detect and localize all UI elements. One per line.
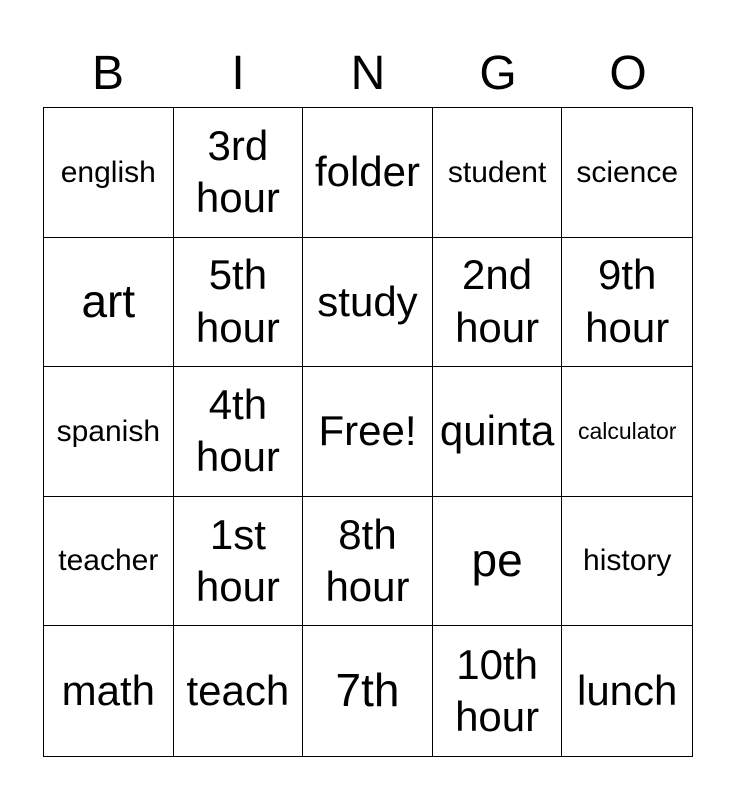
cell-label: pe bbox=[471, 534, 523, 587]
header-letter-n: N bbox=[350, 47, 386, 100]
bingo-cell-r3-c2[interactable] bbox=[174, 367, 304, 497]
cell-label: teacher bbox=[58, 544, 159, 578]
bingo-cell-r5-c5[interactable] bbox=[562, 626, 692, 756]
cell-label: 7th bbox=[335, 664, 400, 717]
bingo-cell-r5-c1[interactable] bbox=[44, 626, 174, 756]
cell-label: 5th hour bbox=[195, 251, 280, 351]
header-letter-g: G bbox=[479, 47, 517, 100]
cell-label: art bbox=[81, 275, 136, 328]
cell-label: teach bbox=[186, 666, 290, 714]
bingo-cell-r3-c1[interactable] bbox=[44, 367, 174, 497]
cell-label: lunch bbox=[576, 666, 678, 714]
bingo-cell-r5-c3[interactable] bbox=[303, 626, 433, 756]
cell-label: math bbox=[61, 666, 155, 714]
bingo-cell-r3-c5[interactable] bbox=[562, 367, 692, 497]
bingo-cell-r1-c2[interactable] bbox=[174, 108, 304, 238]
header-letter-i: I bbox=[231, 47, 245, 100]
bingo-cell-r2-c1[interactable] bbox=[44, 238, 174, 368]
cell-label: calculator bbox=[577, 418, 677, 445]
cell-label: student bbox=[447, 155, 547, 189]
cell-label: 9th hour bbox=[585, 251, 670, 351]
header-letter-o: O bbox=[609, 47, 647, 100]
bingo-cell-r1-c4[interactable] bbox=[433, 108, 563, 238]
bingo-cell-r2-c4[interactable] bbox=[433, 238, 563, 368]
bingo-cell-r1-c1[interactable] bbox=[44, 108, 174, 238]
bingo-cell-r2-c2[interactable] bbox=[174, 238, 304, 368]
cell-label: 8th hour bbox=[325, 510, 410, 611]
cell-label: english bbox=[60, 155, 156, 189]
bingo-board bbox=[43, 107, 693, 757]
bingo-cell-r4-c5[interactable] bbox=[562, 497, 692, 627]
bingo-cell-r4-c1[interactable] bbox=[44, 497, 174, 627]
bingo-cell-r5-c4[interactable] bbox=[433, 626, 563, 756]
cell-label: quinta bbox=[439, 407, 555, 455]
cell-label: 3rd hour bbox=[195, 121, 280, 222]
cell-label: science bbox=[576, 155, 679, 189]
cell-label: spanish bbox=[56, 414, 160, 448]
bingo-cell-r4-c3[interactable] bbox=[303, 497, 433, 627]
cell-label: study bbox=[317, 277, 418, 325]
cell-label: folder bbox=[314, 148, 421, 196]
header-letter-b: B bbox=[91, 47, 124, 100]
bingo-cell-free[interactable] bbox=[303, 367, 433, 497]
free-space-label: Free! bbox=[318, 407, 417, 455]
cell-label: 10th hour bbox=[455, 640, 540, 741]
bingo-cell-r4-c2[interactable] bbox=[174, 497, 304, 627]
bingo-cell-r1-c5[interactable] bbox=[562, 108, 692, 238]
bingo-cell-r3-c4[interactable] bbox=[433, 367, 563, 497]
bingo-cell-r4-c4[interactable] bbox=[433, 497, 563, 627]
bingo-header bbox=[43, 40, 693, 108]
bingo-cell-r2-c5[interactable] bbox=[562, 238, 692, 368]
bingo-cell-r2-c3[interactable] bbox=[303, 238, 433, 368]
cell-label: 4th hour bbox=[195, 380, 280, 481]
bingo-cell-r5-c2[interactable] bbox=[174, 626, 304, 756]
cell-label: 1st hour bbox=[195, 510, 280, 611]
cell-label: history bbox=[583, 544, 672, 578]
cell-label: 2nd hour bbox=[455, 251, 540, 351]
bingo-cell-r1-c3[interactable] bbox=[303, 108, 433, 238]
